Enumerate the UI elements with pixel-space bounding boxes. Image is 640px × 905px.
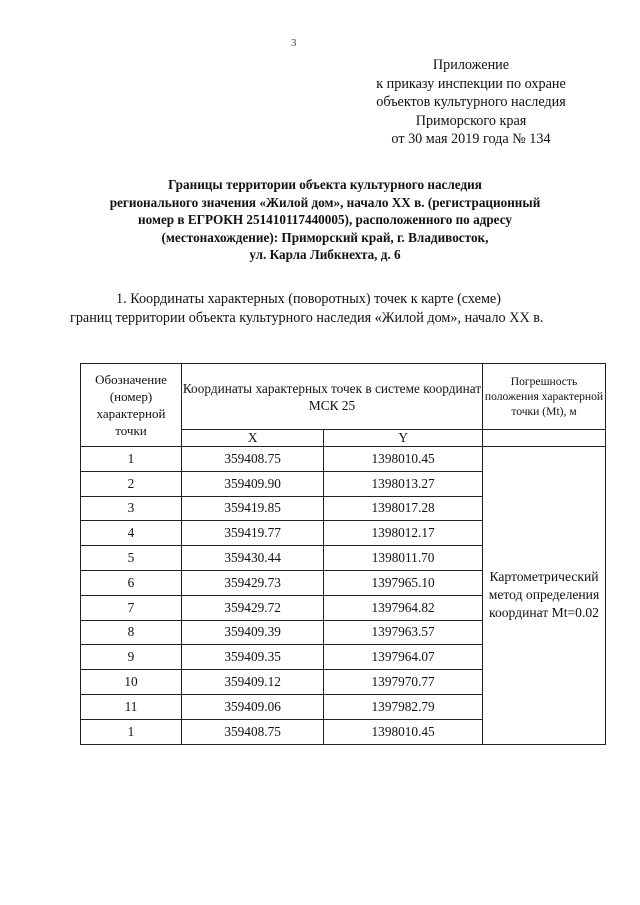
section-paragraph <box>70 290 590 327</box>
coordinates-table <box>80 363 606 745</box>
point-number: 6 <box>81 570 182 595</box>
title-line: Границы территории объекта культурного наследия <box>168 177 482 192</box>
paragraph-line: 1. Координаты характерных (поворотных) точек к карте (схеме) <box>116 291 501 307</box>
header-designation: Обозначение (номер) характерной точки <box>81 364 182 447</box>
appendix-line: Приморского края <box>415 112 527 129</box>
coord-x: 359409.12 <box>182 670 324 695</box>
page-number: 3 <box>291 37 297 49</box>
point-number: 1 <box>81 719 182 744</box>
coord-y: 1397964.82 <box>324 595 483 620</box>
coord-y: 1398011.70 <box>324 546 483 571</box>
point-number: 4 <box>81 521 182 546</box>
coord-x: 359430.44 <box>182 546 324 571</box>
title-line: номер в ЕГРОКН 251410117440005), расположенного по адресу <box>138 212 512 228</box>
coord-y: 1398010.45 <box>324 447 483 472</box>
point-number: 7 <box>81 595 182 620</box>
coord-y: 1397970.77 <box>324 670 483 695</box>
point-number: 5 <box>81 546 182 571</box>
coord-x: 359409.06 <box>182 694 324 719</box>
point-number: 8 <box>81 620 182 645</box>
paragraph-line: границ территории объекта культурного наследия «Жилой дом», начало XX в. <box>70 309 544 326</box>
point-number: 9 <box>81 645 182 670</box>
table-header-row <box>81 364 606 430</box>
coord-y: 1398017.28 <box>324 496 483 521</box>
header-x: X <box>182 430 324 447</box>
title-line: регионального значения «Жилой дом», начало XX в. (регистрационный <box>109 194 541 210</box>
method-cell: Картометрический метод определения координат Mt=0.02 <box>483 447 606 745</box>
header-coordinates: Координаты характерных точек в системе координат МСК 25 <box>182 364 483 430</box>
coord-x: 359429.73 <box>182 570 324 595</box>
appendix-header <box>355 56 587 149</box>
coord-y: 1398010.45 <box>324 719 483 744</box>
header-y: Y <box>324 430 483 447</box>
appendix-line: к приказу инспекции по охране <box>376 75 566 92</box>
title-line: (местонахождение): Приморский край, г. Владивосток, <box>161 229 489 245</box>
coord-y: 1397982.79 <box>324 694 483 719</box>
point-number: 3 <box>81 496 182 521</box>
coord-y: 1397964.07 <box>324 645 483 670</box>
point-number: 2 <box>81 471 182 496</box>
coord-y: 1398012.17 <box>324 521 483 546</box>
coord-x: 359419.77 <box>182 521 324 546</box>
coord-y: 1397963.57 <box>324 620 483 645</box>
coord-x: 359419.85 <box>182 496 324 521</box>
appendix-line: от 30 мая 2019 года № 134 <box>391 131 551 148</box>
appendix-line: Приложение <box>432 57 510 73</box>
header-error: Погрешность положения характерной точки (Mt), м <box>483 364 606 430</box>
header-error-blank <box>483 430 606 447</box>
document-title <box>75 176 575 264</box>
coord-y: 1397965.10 <box>324 570 483 595</box>
coord-x: 359429.72 <box>182 595 324 620</box>
title-line: ул. Карла Либкнехта, д. 6 <box>249 247 401 263</box>
point-number: 11 <box>81 694 182 719</box>
table-row <box>81 447 606 472</box>
point-number: 1 <box>81 447 182 472</box>
coord-x: 359408.75 <box>182 447 324 472</box>
coord-x: 359409.90 <box>182 471 324 496</box>
point-number: 10 <box>81 670 182 695</box>
appendix-line: объектов культурного наследия <box>376 94 566 111</box>
coord-x: 359408.75 <box>182 719 324 744</box>
coord-x: 359409.35 <box>182 645 324 670</box>
coord-y: 1398013.27 <box>324 471 483 496</box>
coord-x: 359409.39 <box>182 620 324 645</box>
